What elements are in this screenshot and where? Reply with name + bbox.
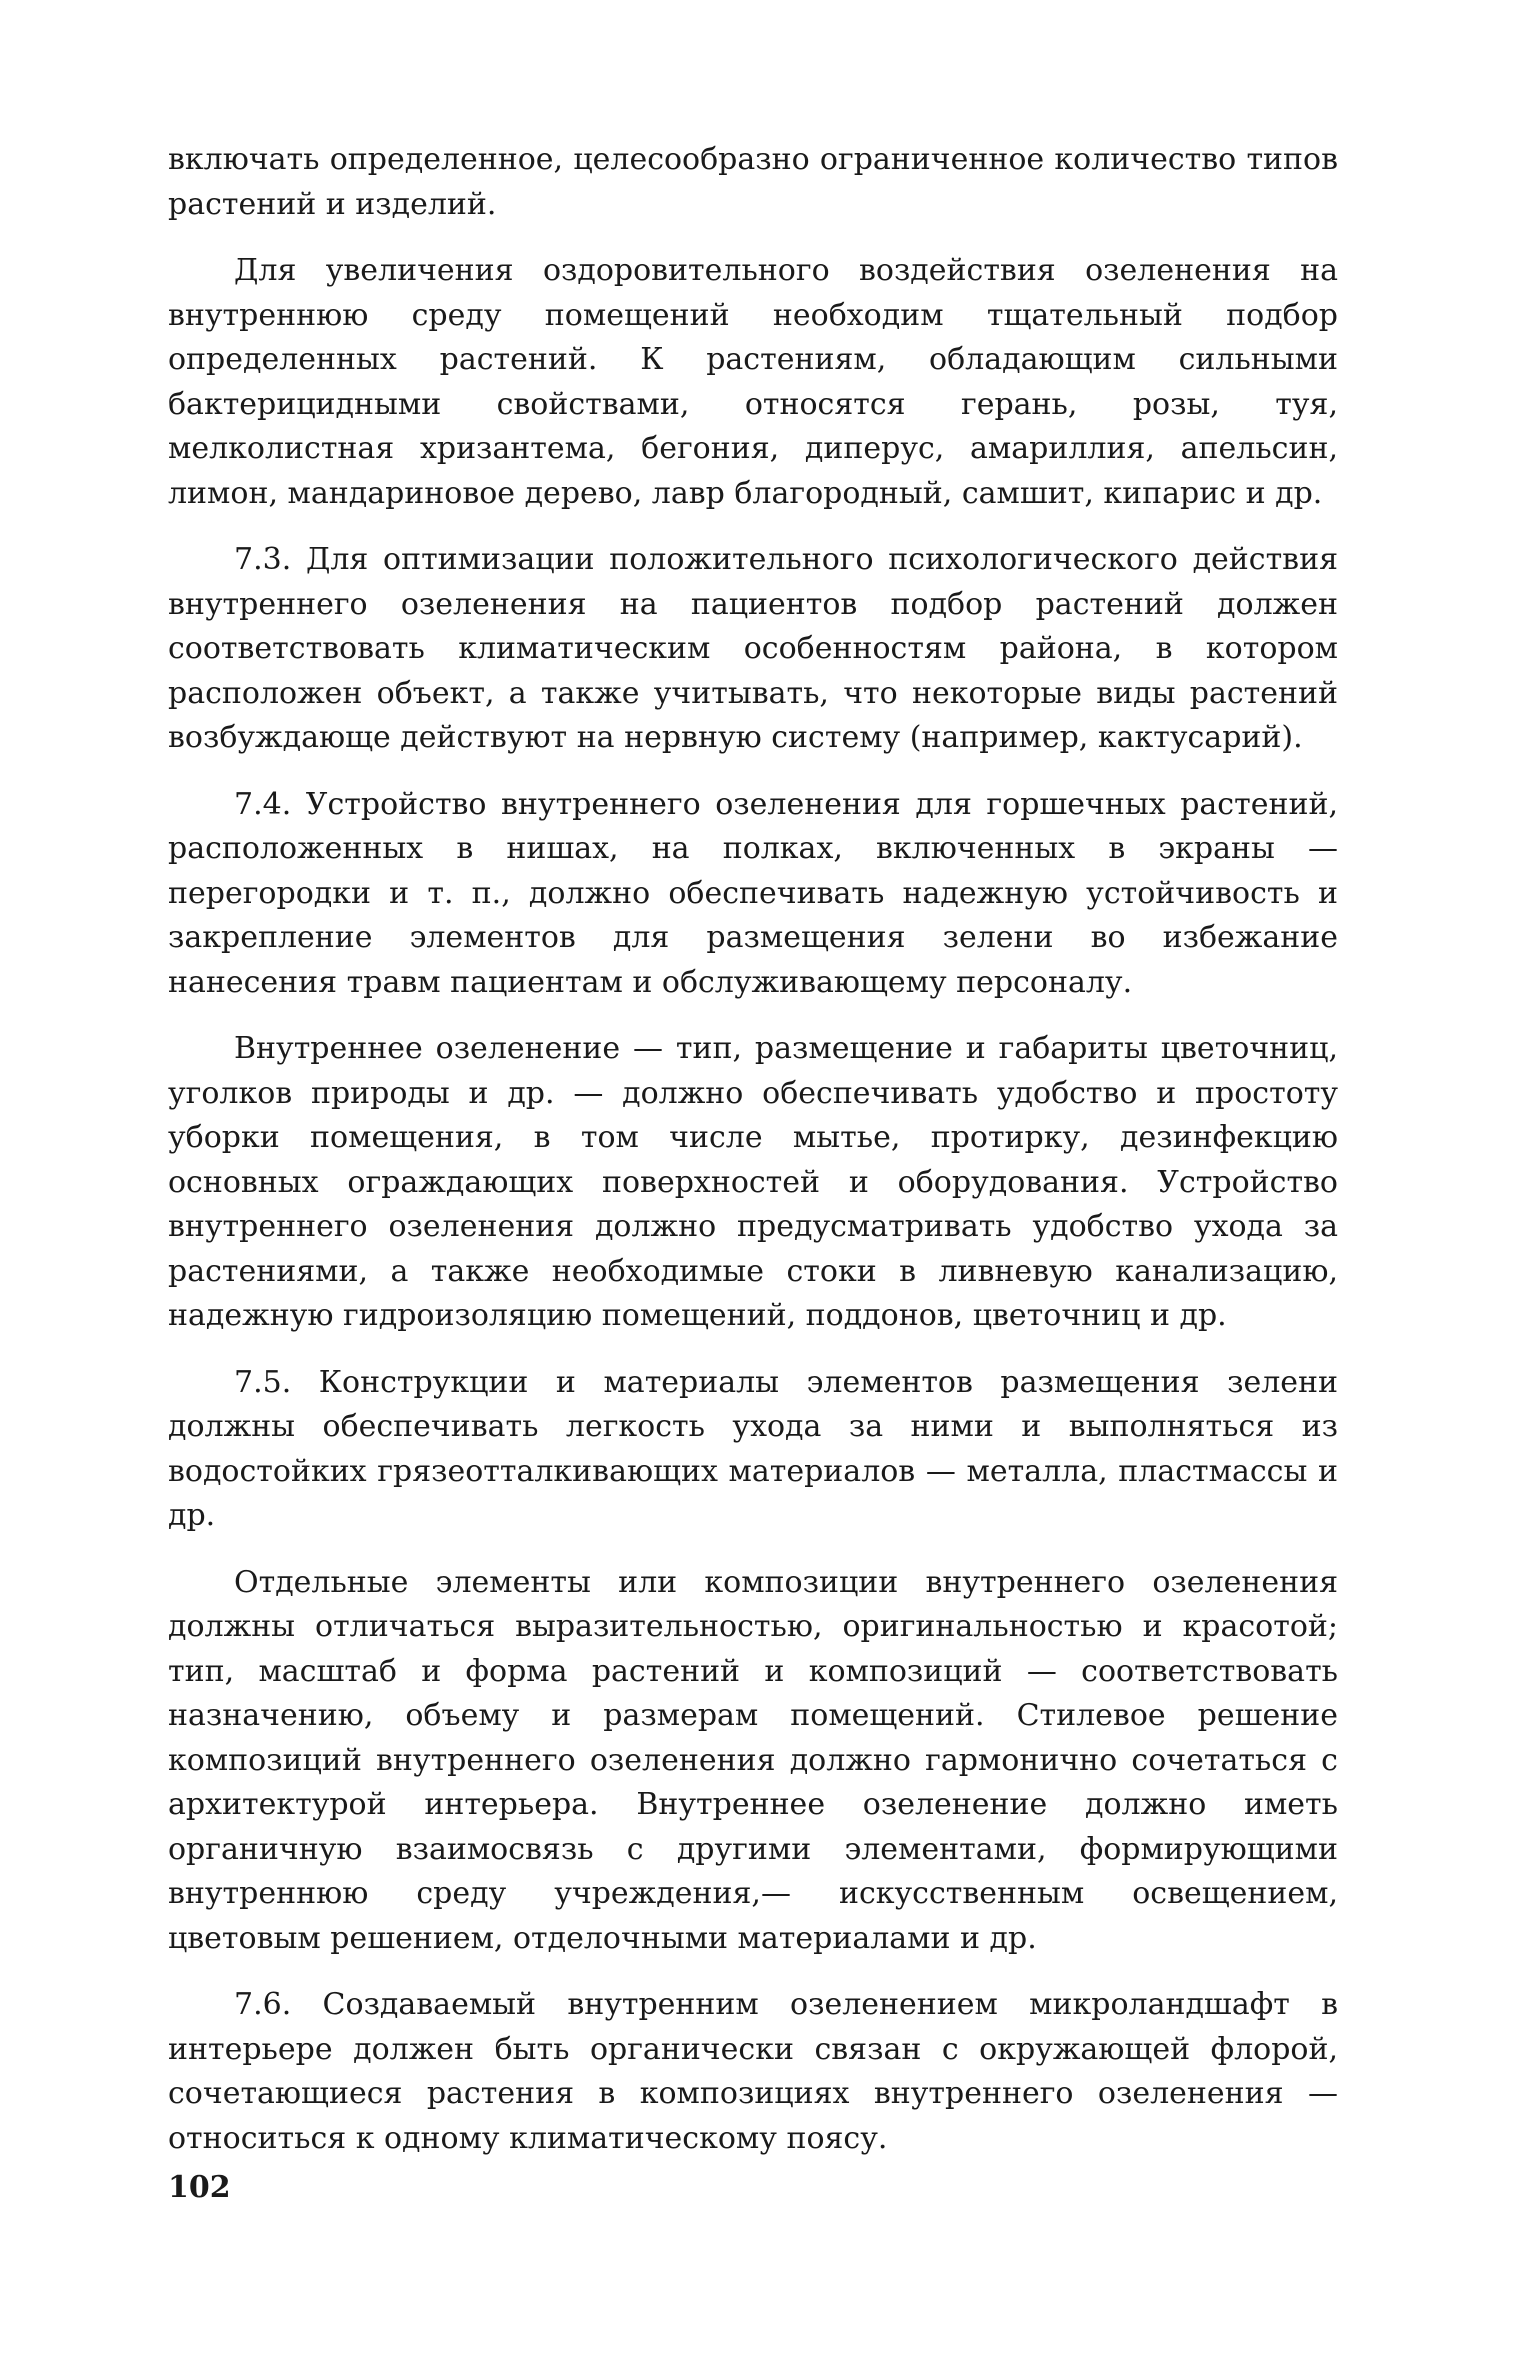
paragraph-cleaning-requirements: Внутреннее озеленение — тип, размещение и габариты цветочниц, уголков природы и др. — должно обеспечивать удобство и простоту уборки помещения, в том числе мытье, протирку, дезинфекцию основных ограждающих поверхностей и оборудования. Устройство внутреннего озеленения должно предусматривать удобство ухода за растениями, а также необходимые стоки в ливневую канализацию, надежную гидроизоляцию помещений, поддонов, цветочниц и др. [168,1031,1338,1333]
page-number: 102 [168,2170,231,2205]
paragraph-section-7-6: 7.6. Создаваемый внутренним озеленением микроландшафт в интерьере должен быть органически связан с окружающей флорой, сочетающиеся растения в композициях внутреннего озеленения — относиться к одному климатическому поясу. [168,1987,1338,2156]
paragraph-section-7-3: 7.3. Для оптимизации положительного психологического действия внутреннего озеленения на пациентов подбор растений должен соответствовать климатическим особенностям района, в котором расположен объект, а также учитывать, что некоторые виды растений возбуждающе действуют на нервную систему (например, кактусарий). [168,542,1338,755]
paragraph-bactericidal-plants: Для увеличения оздоровительного воздействия озеленения на внутреннюю среду помещений необходим тщательный подбор определенных растений. К растениям, обладающим сильными бактерицидными свойствами, относятся герань, розы, туя, мелколистная хризантема, бегония, диперус, амариллия, апельсин, лимон, мандариновое дерево, лавр благородный, самшит, кипарис и др. [168,253,1338,511]
paragraph-section-7-5: 7.5. Конструкции и материалы элементов размещения зелени должны обеспечивать легкость ухода за ними и выполняться из водостойких грязеотталкивающих материалов — металла, пластмассы и др. [168,1364,1338,1533]
paragraph-continuation: включать определенное, целесообразно ограниченное количество типов растений и изделий. [168,142,1338,222]
page-body [168,138,1338,2183]
paragraph-composition-style: Отдельные элементы или композиции внутреннего озеленения должны отличаться выразительностью, оригинальностью и красотой; тип, масштаб и форма растений и композиций — соответствовать назначению, объему и размерам помещений. Стилевое решение композиций внутреннего озеленения должно гармонично сочетаться с архитектурой интерьера. Внутреннее озеленение должно иметь органичную взаимосвязь с другими элементами, формирующими внутреннюю среду учреждения,— искусственным освещением, цветовым решением, отделочными материалами и др. [168,1564,1338,1956]
paragraph-section-7-4: 7.4. Устройство внутреннего озеленения для горшечных растений, расположенных в нишах, на полках, включенных в экраны — перегородки и т. п., должно обеспечивать надежную устойчивость и закрепление элементов для размещения зелени во избежание нанесения травм пациентам и обслуживающему персоналу. [168,786,1338,1000]
